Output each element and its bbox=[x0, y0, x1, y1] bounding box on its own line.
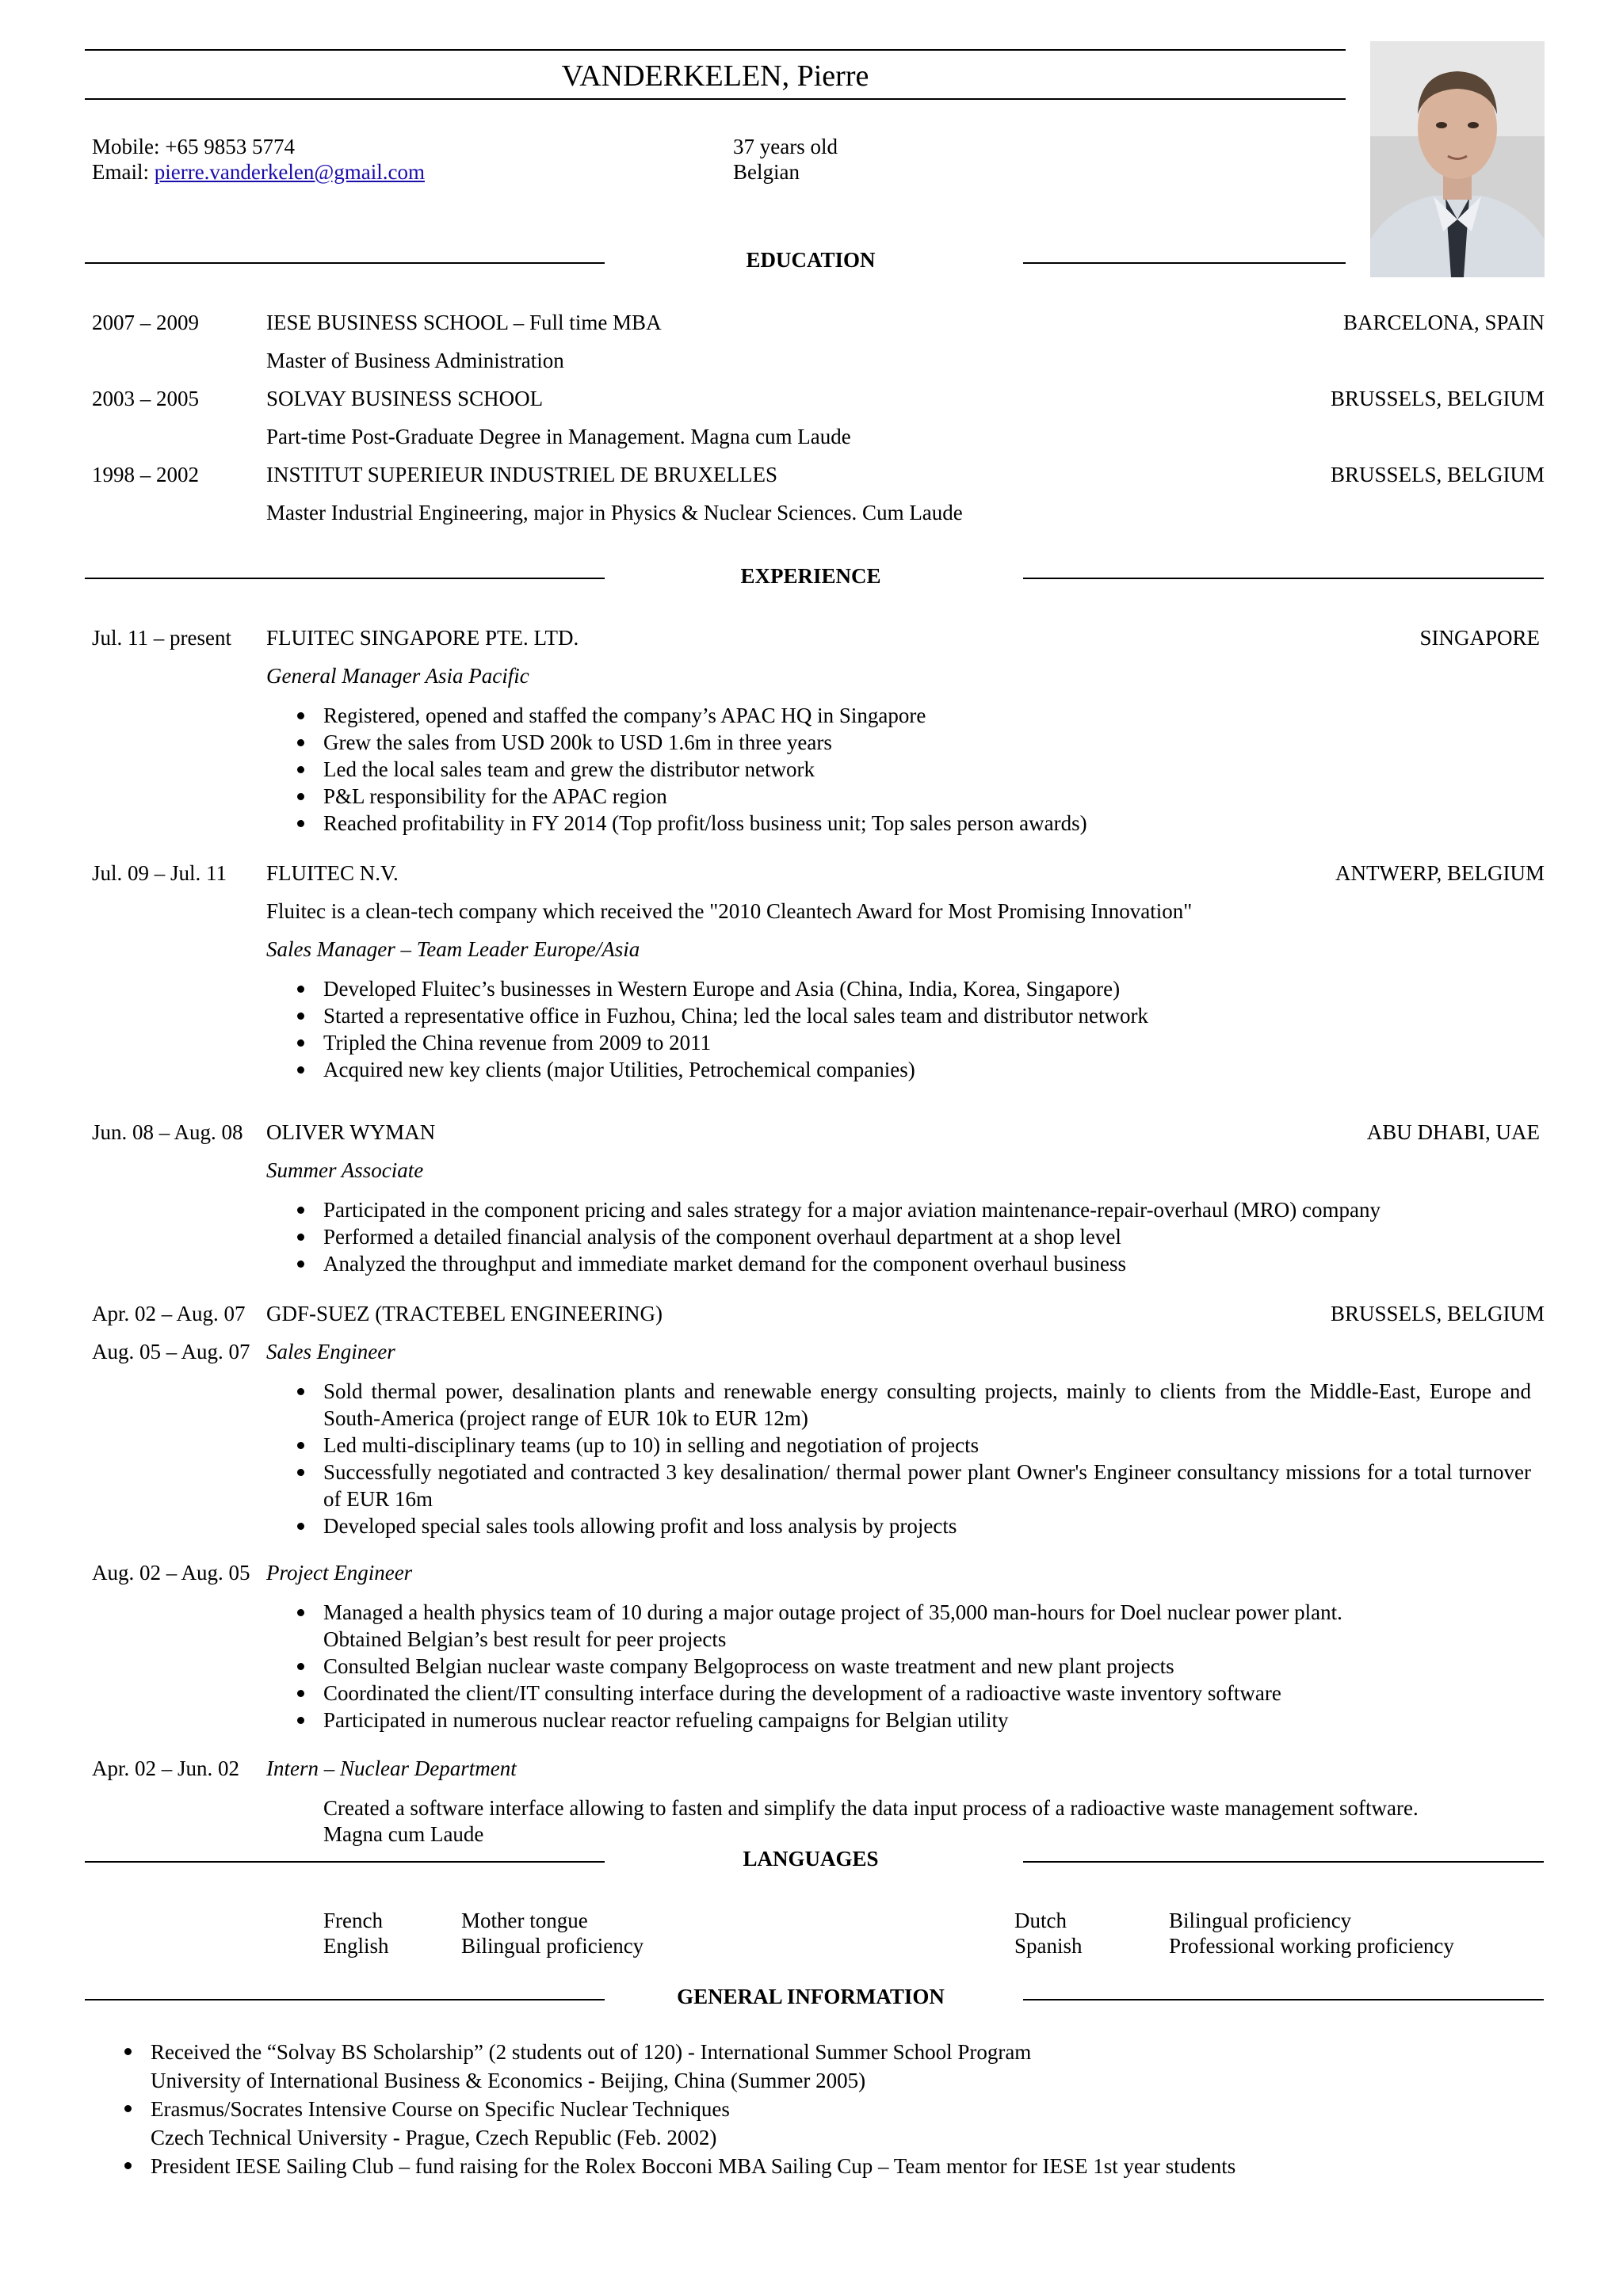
header-bottom-rule bbox=[85, 98, 1346, 100]
languages-rule-right bbox=[1023, 1861, 1544, 1863]
list-item: Reached profitability in FY 2014 (Top profit/loss business unit; Top sales person awards) bbox=[323, 810, 1562, 837]
mobile-number: +65 9853 5774 bbox=[165, 135, 295, 158]
contact-email: Email: pierre.vanderkelen@gmail.com bbox=[92, 160, 425, 184]
languages-rule-left bbox=[85, 1861, 605, 1863]
job-dates: Apr. 02 – Aug. 07 bbox=[92, 1302, 246, 1325]
list-item: Registered, opened and staffed the company’s APAC HQ in Singapore bbox=[323, 702, 1562, 729]
education-dates: 1998 – 2002 bbox=[92, 463, 199, 486]
list-item: Managed a health physics team of 10 during a major outage project of 35,000 man-hours for Doel nuclear power plant. Obtained Belgian’s best result for peer projects bbox=[323, 1599, 1562, 1653]
education-detail: Master of Business Administration bbox=[266, 349, 564, 372]
list-item: Coordinated the client/IT consulting interface during the development of a radioactive waste inventory software bbox=[323, 1680, 1562, 1707]
language-name: French bbox=[323, 1909, 383, 1932]
education-heading: EDUCATION bbox=[746, 248, 876, 272]
job-location: ABU DHABI, UAE bbox=[1366, 1120, 1540, 1144]
portrait-image bbox=[1370, 41, 1545, 277]
list-item: Erasmus/Socrates Intensive Course on Specific Nuclear Techniques Czech Technical University - Prague, Czech Republic (Feb. 2002) bbox=[151, 2095, 1577, 2152]
language-name: English bbox=[323, 1934, 389, 1958]
job-location: BRUSSELS, BELGIUM bbox=[1330, 1302, 1545, 1325]
education-rule-right bbox=[1023, 262, 1346, 264]
profile-photo bbox=[1370, 41, 1545, 277]
job-dates: Jul. 11 – present bbox=[92, 626, 231, 650]
general-rule-right bbox=[1023, 1999, 1544, 2000]
list-item: Developed Fluitec’s businesses in Western Europe and Asia (China, India, Korea, Singapore) bbox=[323, 975, 1562, 1002]
list-item: Analyzed the throughput and immediate market demand for the component overhaul business bbox=[323, 1250, 1562, 1277]
job-role: Intern – Nuclear Department bbox=[266, 1756, 517, 1780]
sub-role-dates: Aug. 02 – Aug. 05 bbox=[92, 1561, 250, 1585]
education-location: BARCELONA, SPAIN bbox=[1342, 311, 1545, 334]
list-item: Participated in the component pricing and sales strategy for a major aviation maintenance-repair-overhaul (MRO) company bbox=[323, 1196, 1562, 1223]
job-company: FLUITEC N.V. bbox=[266, 861, 399, 885]
list-item: Acquired new key clients (major Utilities, Petrochemical companies) bbox=[323, 1056, 1562, 1083]
header-top-rule bbox=[85, 49, 1346, 51]
education-location: BRUSSELS, BELGIUM bbox=[1330, 463, 1545, 486]
list-item: Consulted Belgian nuclear waste company Belgoprocess on waste treatment and new plant projects bbox=[323, 1653, 1562, 1680]
job-dates: Jun. 08 – Aug. 08 bbox=[92, 1120, 243, 1144]
list-item: Received the “Solvay BS Scholarship” (2 students out of 120) - International Summer School Program University of International Business & Economics - Beijing, China (Summer 2005) bbox=[151, 2038, 1577, 2095]
email-link[interactable]: pierre.vanderkelen@gmail.com bbox=[154, 160, 425, 184]
education-dates: 2003 – 2005 bbox=[92, 387, 199, 410]
education-school: SOLVAY BUSINESS SCHOOL bbox=[266, 387, 544, 410]
education-rule-left bbox=[85, 262, 605, 264]
language-level: Bilingual proficiency bbox=[461, 1934, 644, 1958]
list-item: Tripled the China revenue from 2009 to 2011 bbox=[323, 1029, 1562, 1056]
education-location: BRUSSELS, BELGIUM bbox=[1330, 387, 1545, 410]
list-item: Developed special sales tools allowing profit and loss analysis by projects bbox=[323, 1512, 1588, 1539]
list-item: Started a representative office in Fuzhou, China; led the local sales team and distributor network bbox=[323, 1002, 1562, 1029]
general-bullets bbox=[94, 2038, 1577, 2180]
list-item: Led multi-disciplinary teams (up to 10) in selling and negotiation of projects bbox=[323, 1432, 1588, 1459]
languages-heading: LANGUAGES bbox=[743, 1847, 879, 1871]
job-bullets bbox=[266, 702, 1562, 837]
job-role: Project Engineer bbox=[266, 1561, 413, 1585]
experience-rule-left bbox=[85, 578, 605, 579]
job-location: ANTWERP, BELGIUM bbox=[1335, 861, 1545, 885]
list-item: Grew the sales from USD 200k to USD 1.6m in three years bbox=[323, 729, 1562, 756]
job-role: General Manager Asia Pacific bbox=[266, 664, 529, 688]
job-bullets bbox=[266, 1599, 1562, 1733]
list-item: Performed a detailed financial analysis of the component overhaul department at a shop level bbox=[323, 1223, 1562, 1250]
intern-honour: Magna cum Laude bbox=[323, 1822, 484, 1846]
list-item: Sold thermal power, desalination plants and renewable energy consulting projects, mainly to clients from the Middle-East, Europe and South-America (project range of EUR 10k to EUR 12m) bbox=[323, 1379, 1531, 1430]
job-company: GDF-SUEZ (TRACTEBEL ENGINEERING) bbox=[266, 1302, 663, 1325]
education-dates: 2007 – 2009 bbox=[92, 311, 199, 334]
job-bullets bbox=[266, 1196, 1562, 1277]
job-role: Sales Engineer bbox=[266, 1340, 395, 1363]
nationality: Belgian bbox=[733, 160, 800, 184]
intern-description: Created a software interface allowing to fasten and simplify the data input process of a radioactive waste management software. bbox=[323, 1796, 1419, 1820]
education-detail: Master Industrial Engineering, major in Physics & Nuclear Sciences. Cum Laude bbox=[266, 501, 963, 524]
language-level: Professional working proficiency bbox=[1169, 1934, 1454, 1958]
language-name: Dutch bbox=[1014, 1909, 1067, 1932]
list-item: Led the local sales team and grew the distributor network bbox=[323, 756, 1562, 783]
education-detail: Part-time Post-Graduate Degree in Management. Magna cum Laude bbox=[266, 425, 851, 448]
list-item: President IESE Sailing Club – fund raising for the Rolex Bocconi MBA Sailing Cup – Team mentor for IESE 1st year students bbox=[151, 2152, 1577, 2180]
job-role: Summer Associate bbox=[266, 1158, 424, 1182]
experience-heading: EXPERIENCE bbox=[740, 564, 881, 588]
job-dates: Jul. 09 – Jul. 11 bbox=[92, 861, 227, 885]
contact-mobile: Mobile: +65 9853 5774 bbox=[92, 135, 295, 158]
job-bullets bbox=[266, 975, 1562, 1083]
age: 37 years old bbox=[733, 135, 838, 158]
job-company: FLUITEC SINGAPORE PTE. LTD. bbox=[266, 626, 579, 650]
sub-role-dates: Apr. 02 – Jun. 02 bbox=[92, 1756, 240, 1780]
list-item: Successfully negotiated and contracted 3 key desalination/ thermal power plant Owner's Engineer consultancy missions for a total turnover of EUR 16m bbox=[323, 1460, 1531, 1511]
list-item: Participated in numerous nuclear reactor refueling campaigns for Belgian utility bbox=[323, 1707, 1562, 1733]
job-company: OLIVER WYMAN bbox=[266, 1120, 436, 1144]
job-location: SINGAPORE bbox=[1419, 626, 1540, 650]
language-level: Mother tongue bbox=[461, 1909, 588, 1932]
list-item: P&L responsibility for the APAC region bbox=[323, 783, 1562, 810]
candidate-name: VANDERKELEN, Pierre bbox=[561, 59, 869, 93]
education-school: IESE BUSINESS SCHOOL – Full time MBA bbox=[266, 311, 662, 334]
sub-role-dates: Aug. 05 – Aug. 07 bbox=[92, 1340, 250, 1363]
job-role: Sales Manager – Team Leader Europe/Asia bbox=[266, 937, 640, 961]
company-description: Fluitec is a clean-tech company which received the "2010 Cleantech Award for Most Promising Innovation" bbox=[266, 899, 1193, 923]
education-school: INSTITUT SUPERIEUR INDUSTRIEL DE BRUXELLES bbox=[266, 463, 777, 486]
language-level: Bilingual proficiency bbox=[1169, 1909, 1352, 1932]
language-name: Spanish bbox=[1014, 1934, 1083, 1958]
experience-rule-right bbox=[1023, 578, 1544, 579]
job-bullets bbox=[266, 1378, 1588, 1539]
general-heading: GENERAL INFORMATION bbox=[677, 1985, 945, 2008]
general-rule-left bbox=[85, 1999, 605, 2000]
